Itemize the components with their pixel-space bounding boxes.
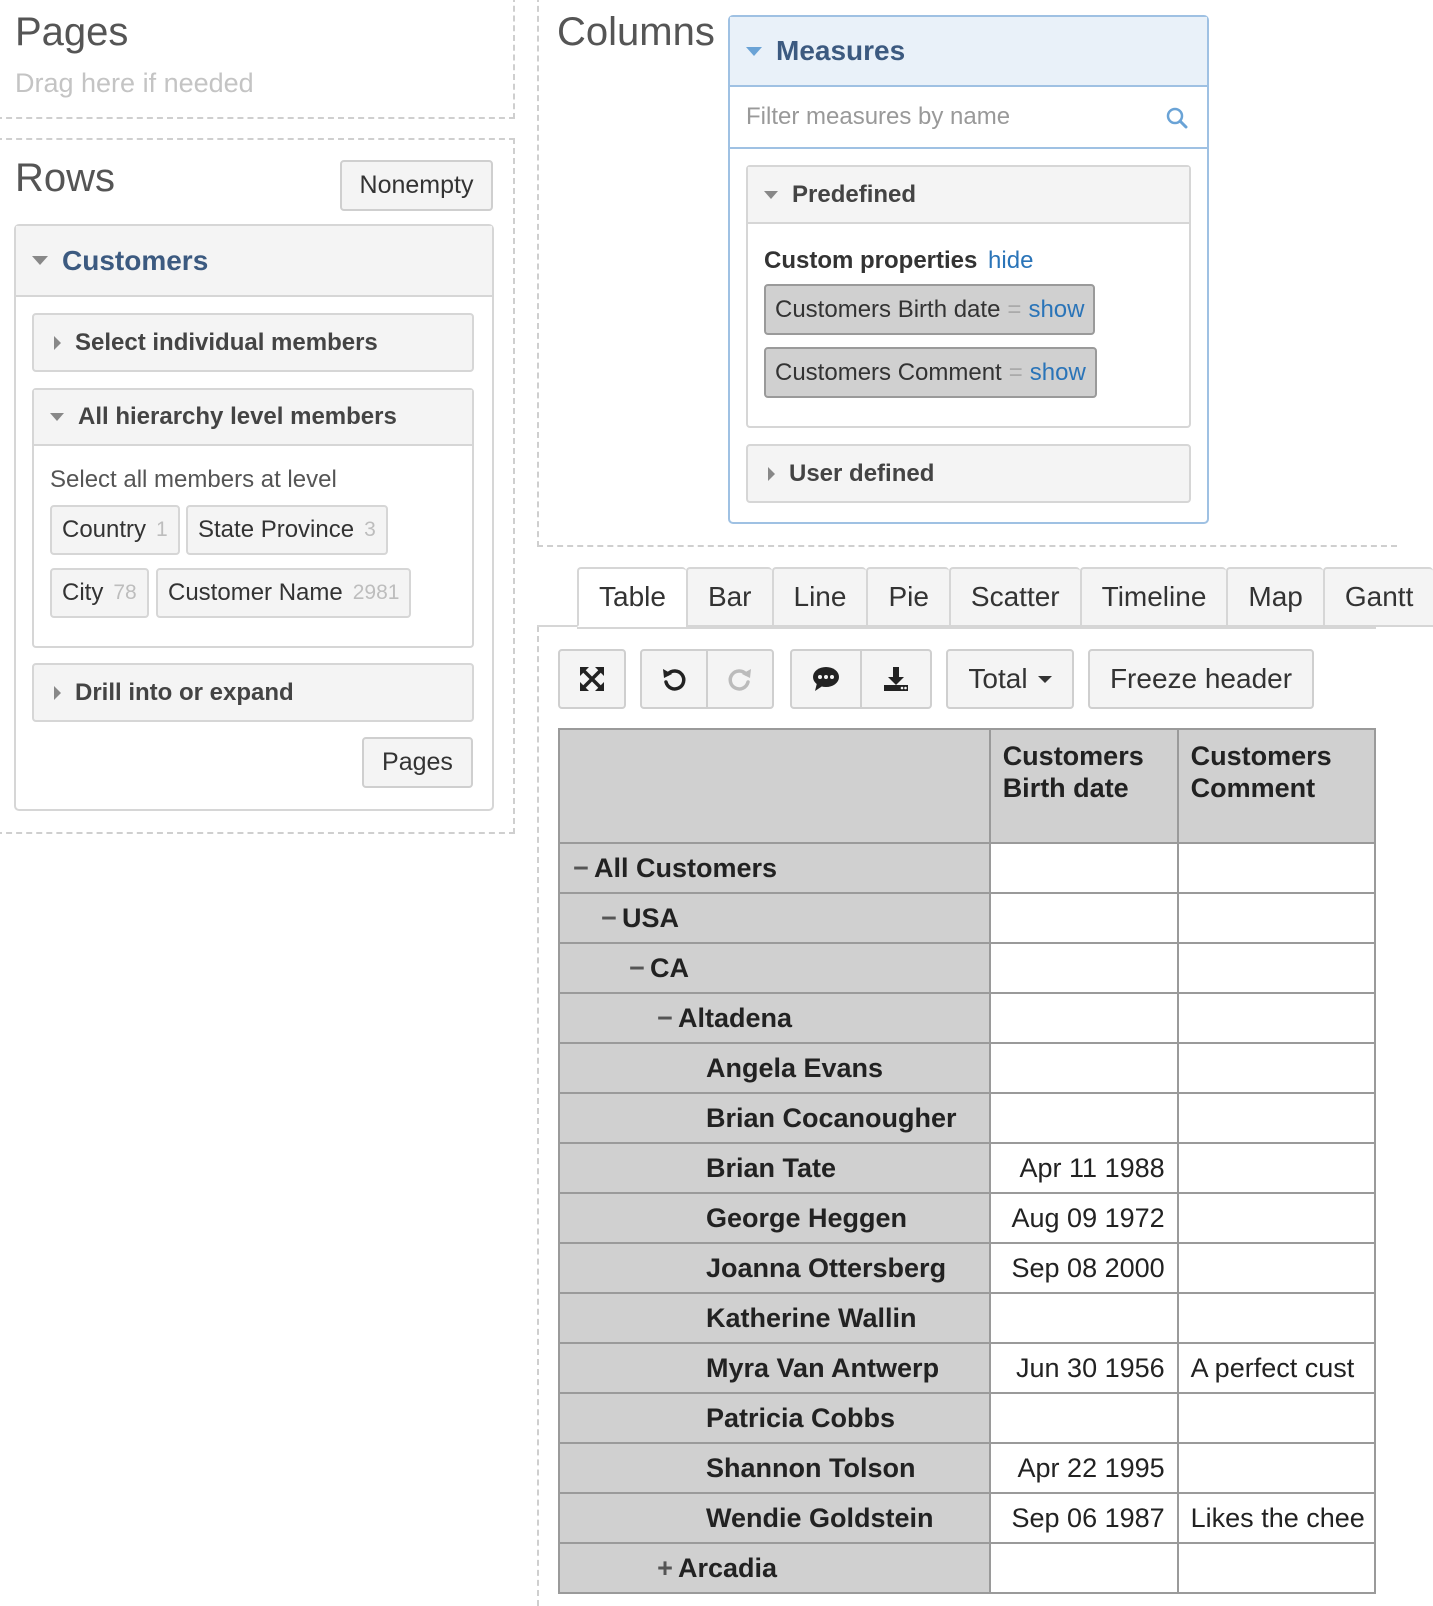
comment-cell [1178,1043,1375,1093]
tab-timeline[interactable]: Timeline [1080,567,1227,627]
select-all-label: Select all members at level [50,466,337,493]
select-individual-members[interactable] [32,313,474,372]
row-label: Shannon Tolson [706,1452,916,1483]
birth-date-cell: Jun 30 1956 [990,1343,1178,1393]
table-row [559,843,1375,893]
download-icon [882,665,910,693]
caret-right-icon [54,686,61,700]
table-row [559,1193,1375,1243]
fullscreen-button[interactable] [558,649,626,709]
measure-filter-field[interactable] [730,87,1207,149]
table-row [559,1093,1375,1143]
row-label: Altadena [678,1002,793,1033]
measures-header[interactable] [730,17,1207,87]
table-corner [559,729,990,843]
comment-cell: Likes the chee [1178,1493,1375,1543]
pages-button[interactable]: Pages [362,737,473,788]
birth-date-cell [990,1393,1178,1443]
row-header-cell[interactable] [559,843,990,893]
search-icon[interactable] [1165,106,1189,130]
row-label: USA [622,902,680,933]
level-state-province[interactable]: State Province 3 [186,505,388,555]
expand-icon[interactable]: + [657,1552,673,1583]
show-link[interactable]: show [1028,295,1085,323]
row-header-cell[interactable] [559,1443,990,1493]
export-button[interactable] [860,649,932,709]
collapse-icon[interactable]: − [573,852,589,883]
row-header-cell[interactable] [559,1393,990,1443]
birth-date-cell: Apr 22 1995 [990,1443,1178,1493]
birth-date-cell [990,1093,1178,1143]
undo-button[interactable] [640,649,708,709]
custom-properties-label: Custom properties [764,247,978,274]
column-header-birth-date[interactable]: Customers Birth date [990,729,1178,843]
predefined-panel [746,165,1191,428]
comment-cell [1178,943,1375,993]
drill-label: Drill into or expand [75,678,294,706]
row-header-cell[interactable] [559,1543,990,1593]
expand-arrows-icon [578,665,606,693]
columns-title: Columns [557,10,715,54]
redo-icon [726,665,754,693]
freeze-header-button[interactable]: Freeze header [1088,649,1314,709]
caret-down-icon [32,256,48,265]
birth-date-cell [990,993,1178,1043]
birth-date-cell [990,843,1178,893]
row-label: CA [650,952,689,983]
caret-down-icon [764,191,778,199]
property-birth-date[interactable]: Customers Birth date = show [764,284,1095,335]
results-table [558,728,1376,1594]
comment-cell [1178,1243,1375,1293]
all-levels-header[interactable] [34,390,472,446]
undo-icon [660,665,688,693]
comment-cell [1178,893,1375,943]
table-row [559,943,1375,993]
row-header-cell[interactable] [559,1243,990,1293]
tabs-content-border [577,627,1376,629]
row-label: Arcadia [678,1552,778,1583]
drill-into-expand[interactable] [32,663,474,722]
measures-title: Measures [776,35,906,66]
hide-link[interactable]: hide [988,247,1034,274]
row-header-cell[interactable] [559,1343,990,1393]
table-row [559,1293,1375,1343]
row-header-cell[interactable] [559,1093,990,1143]
filter-placeholder: Filter measures by name [746,103,1011,130]
redo-button[interactable] [706,649,774,709]
row-label: All Customers [594,852,778,883]
select-individual-label: Select individual members [75,328,378,356]
row-header-cell[interactable] [559,1043,990,1093]
comments-button[interactable] [790,649,862,709]
comment-cell [1178,1393,1375,1443]
comment-icon [811,665,841,693]
row-label: Brian Cocanougher [706,1102,957,1133]
table-row [559,1443,1375,1493]
property-comment[interactable]: Customers Comment = show [764,347,1097,398]
table-row [559,1493,1375,1543]
row-label: Joanna Ottersberg [706,1252,947,1283]
birth-date-cell [990,893,1178,943]
row-label: George Heggen [706,1202,908,1233]
tab-pie[interactable]: Pie [866,567,948,627]
row-header-cell[interactable] [559,1143,990,1193]
predefined-header[interactable] [748,167,1189,224]
caret-down-icon [746,47,762,56]
pages-hint: Drag here if needed [15,68,254,98]
caret-right-icon [54,336,61,350]
caret-right-icon [768,467,775,481]
total-dropdown[interactable] [946,649,1074,709]
customers-title: Customers [62,244,209,276]
row-label: Myra Van Antwerp [706,1352,940,1383]
collapse-icon[interactable]: − [657,1002,673,1033]
comment-cell [1178,1093,1375,1143]
birth-date-cell: Aug 09 1972 [990,1193,1178,1243]
table-row [559,1243,1375,1293]
row-label: Angela Evans [706,1052,884,1083]
all-levels-title: All hierarchy level members [78,403,397,430]
row-header-cell[interactable] [559,1193,990,1243]
collapse-icon[interactable]: − [601,902,617,933]
level-city[interactable]: City 78 [50,568,149,618]
chevron-down-icon [1038,676,1052,683]
comment-cell [1178,1193,1375,1243]
table-row [559,1043,1375,1093]
column-header-comment[interactable]: Customers Comment [1178,729,1375,843]
tab-map[interactable]: Map [1226,567,1322,627]
tab-scatter[interactable]: Scatter [949,567,1080,627]
table-row [559,993,1375,1043]
tab-gantt[interactable]: Gantt [1323,567,1433,627]
tab-table[interactable]: Table [577,567,686,627]
custom-properties-row [764,247,1033,275]
row-label: Patricia Cobbs [706,1402,896,1433]
birth-date-cell: Apr 11 1988 [990,1143,1178,1193]
total-label: Total [968,663,1028,694]
row-label: Brian Tate [706,1152,837,1183]
all-hierarchy-levels-panel [32,388,474,648]
birth-date-cell [990,943,1178,993]
birth-date-cell [990,1293,1178,1343]
table-row [559,1143,1375,1193]
show-link[interactable]: show [1029,358,1086,386]
table-row [559,1343,1375,1393]
tabs-baseline [537,625,577,627]
measures-panel [728,15,1209,524]
collapse-icon[interactable]: − [629,952,645,983]
birth-date-cell: Sep 06 1987 [990,1493,1178,1543]
table-row [559,1393,1375,1443]
row-header-cell[interactable] [559,1293,990,1343]
customers-dimension-panel [14,224,494,811]
table-row [559,1543,1375,1593]
row-header-cell[interactable] [559,893,990,943]
level-customer-name[interactable]: Customer Name 2981 [156,568,411,618]
birth-date-cell [990,1543,1178,1593]
tab-bar[interactable]: Bar [686,567,772,627]
row-label: Katherine Wallin [706,1302,917,1333]
caret-down-icon [50,413,64,421]
view-tabs [577,567,1433,627]
row-header-cell[interactable] [559,1493,990,1543]
rows-title: Rows [15,156,116,200]
comment-cell [1178,993,1375,1043]
nonempty-button[interactable]: Nonempty [340,160,493,211]
comment-cell [1178,1543,1375,1593]
comment-cell: A perfect cust [1178,1343,1375,1393]
predefined-title: Predefined [792,180,917,208]
tab-line[interactable]: Line [772,567,867,627]
row-header-cell[interactable] [559,943,990,993]
comment-cell [1178,1443,1375,1493]
level-country[interactable]: Country 1 [50,505,180,555]
pages-title: Pages [15,10,129,54]
birth-date-cell: Sep 08 2000 [990,1243,1178,1293]
row-label: Wendie Goldstein [706,1502,934,1533]
user-defined-panel[interactable] [746,444,1191,503]
user-defined-title: User defined [789,459,935,487]
comment-cell [1178,1143,1375,1193]
birth-date-cell [990,1043,1178,1093]
comment-cell [1178,843,1375,893]
customers-header[interactable] [16,226,492,297]
comment-cell [1178,1293,1375,1343]
row-header-cell[interactable] [559,993,990,1043]
table-row [559,893,1375,943]
